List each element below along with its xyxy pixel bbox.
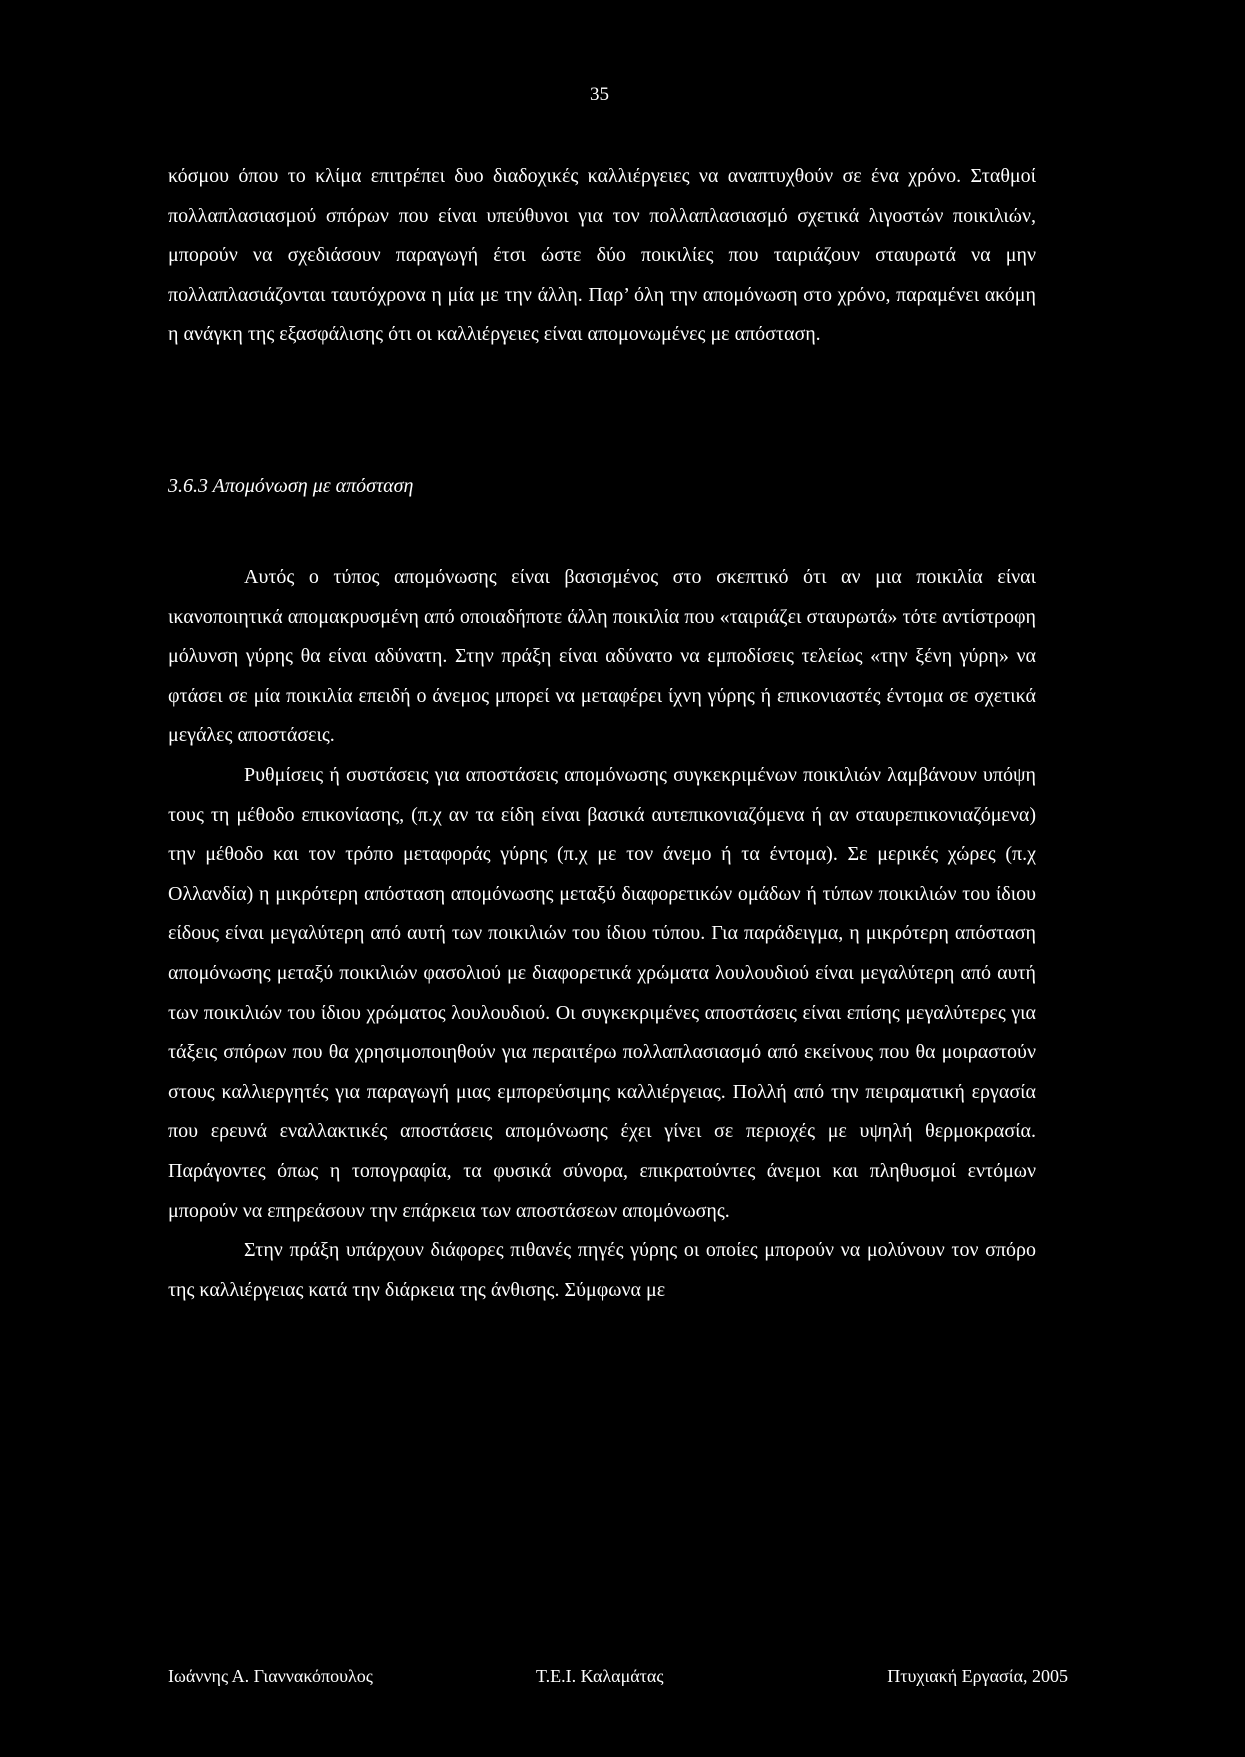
paragraph-isolation-regulations: Ρυθμίσεις ή συστάσεις για αποστάσεις απομόνωσης συγκεκριμένων ποικιλιών λαμβάνουν υπόψη τους τη μέθοδο επικονίασης, (π.χ αν τα είδη είναι βασικά αυτεπικονιαζόμενα ή αν σταυρεπικονιαζόμενα) την μέθοδο και τον τρόπο μεταφοράς γύρης (π.χ με τον άνεμο ή τα έντομα). Σε μερικές χώρες (π.χ Ολλανδία) η μικρότερη απόσταση απομόνωσης μεταξύ διαφορετικών ομάδων ή τύπων ποικιλιών του ίδιου είδους είναι μεγαλύτερη από αυτή των ποικιλιών του ίδιου τύπου. Για παράδειγμα, η μικρότερη απόσταση απομόνωσης μεταξύ ποικιλιών φασολιού με διαφορετικά χρώματα λουλουδιού είναι μεγαλύτερη από αυτή των ποικιλιών του ίδιου χρώματος λουλουδιού. Οι συγκεκριμένες αποστάσεις είναι επίσης μεγαλύτερες για τάξεις σπόρων που θα χρησιμοποιηθούν για περαιτέρω πολλαπλασιασμό από εκείνους που θα μοιραστούν στους καλλιεργητές για παραγωγή μιας εμπορεύσιμης καλλιέργειας. Πολλή από την πειραματική εργασία που ερευνά εναλλακτικές αποστάσεις απομόνωσης έχει γίνει σε περιοχές με υψηλή θερμοκρασία. Παράγοντες όπως η τοπογραφία, τα φυσικά σύνορα, επικρατούντες άνεμοι και πληθυσμοί εντόμων μπορούν να επηρεάσουν την επάρκεια των αποστάσεων απομόνωσης.: [168, 763, 1036, 1222]
page-footer: [168, 1664, 1068, 1688]
footer-work-title: Πτυχιακή Εργασία, 2005: [887, 1666, 1068, 1686]
paragraph-pollen-sources: Στην πράξη υπάρχουν διάφορες πιθανές πηγές γύρης οι οποίες μπορούν να μολύνουν τον σπόρο της καλλιέργειας κατά την διάρκεια της άνθισης. Σύμφωνα με: [168, 1239, 1036, 1301]
footer-author: Ιωάννης Α. Γιαννακόπουλος: [168, 1666, 373, 1686]
continued-text-block: [168, 157, 1036, 355]
section-heading: 3.6.3 Απομόνωση με απόσταση: [168, 475, 414, 497]
section-body: [168, 558, 1036, 1310]
paragraph-isolation-concept: Αυτός ο τύπος απομόνωσης είναι βασισμένος στο σκεπτικό ότι αν μια ποικιλία είναι ικανοποιητικά απομακρυσμένη από οποιαδήποτε άλλη ποικιλία που «ταιριάζει σταυρωτά» τότε αντίστροφη μόλυνση γύρης θα είναι αδύνατη. Στην πράξη είναι αδύνατο να εμποδίσεις τελείως «την ξένη γύρη» να φτάσει σε μία ποικιλία επειδή ο άνεμος μπορεί να μεταφέρει ίχνη γύρης ή επικονιαστές έντομα σε σχετικά μεγάλες αποστάσεις.: [168, 566, 1036, 747]
footer-institution: Τ.Ε.Ι. Καλαμάτας: [536, 1666, 664, 1686]
intro-paragraph: κόσμου όπου το κλίμα επιτρέπει δυο διαδοχικές καλλιέργειες να αναπτυχθούν σε ένα χρόνο. Σταθμοί πολλαπλασιασμού σπόρων που είναι υπεύθυνοι για τον πολλαπλασιασμό σχετικά λιγοστών ποικιλιών, μπορούν να σχεδιάσουν παραγωγή έτσι ώστε δύο ποικιλίες που ταιριάζουν σταυρωτά να μην πολλαπλασιάζονται ταυτόχρονα η μία με την άλλη. Παρ’ όλη την απομόνωση στο χρόνο, παραμένει ακόμη η ανάγκη της εξασφάλισης ότι οι καλλιέργειες είναι απομονωμένες με απόσταση.: [168, 165, 1036, 346]
page-number: 35: [590, 84, 609, 105]
